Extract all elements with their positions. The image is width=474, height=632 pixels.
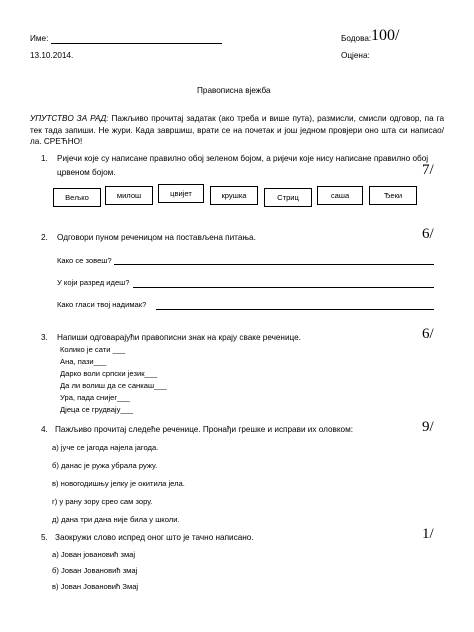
task1-text-line2: црвеном бојом.: [57, 168, 116, 177]
task1-text-line1: Ријечи које су написане правилно обој зеленом бојом, а ријечи које нису написане правилно обој: [57, 154, 429, 163]
task4-sentence-v[interactable]: в) новогодишњу јелку је окитила јела.: [52, 479, 185, 488]
word-box-2[interactable]: милош: [105, 186, 153, 205]
word-box-4[interactable]: крушка: [210, 186, 258, 205]
task2-number: 2.: [41, 233, 48, 242]
instructions-text: Пажљиво прочитај задатак (ако треба и више пута), размисли, смисли одговор, па га тек тада запиши. Не жури. Када завршиш, врати се на почетак и још једном провјери оно шта си написао/ла. СРЕЋНО!: [30, 114, 445, 146]
task2-answer-line-3[interactable]: [156, 309, 434, 310]
task2-score: 6/: [422, 226, 434, 242]
word-box-3[interactable]: цвијет: [158, 184, 204, 203]
task2-text: Одговори пуном реченицом на постављена питања.: [57, 233, 256, 242]
task5-text: Заокружи слово испред оног што је тачно написано.: [55, 533, 254, 542]
task2-question-3: Како гласи твој надимак?: [57, 300, 147, 309]
word-box-5[interactable]: Стриц: [264, 188, 312, 207]
task3-sentence-3[interactable]: Дарко воли српски језик___: [60, 369, 158, 378]
task3-sentence-4[interactable]: Да ли волиш да се санкаш___: [60, 381, 167, 390]
task2-answer-line-1[interactable]: [114, 264, 434, 265]
task4-number: 4.: [41, 425, 48, 434]
task1-number: 1.: [41, 154, 48, 163]
task3-number: 3.: [41, 333, 48, 342]
page-title: Правописна вјежба: [197, 86, 271, 95]
word-box-1[interactable]: Вељко: [53, 188, 101, 207]
task3-sentence-6[interactable]: Дјеца се грудвају___: [60, 405, 134, 414]
instructions-lead: УПУТСТВО ЗА РАД:: [30, 114, 109, 123]
task4-sentence-d[interactable]: д) дана три дана није била у школи.: [52, 515, 180, 524]
task5-option-v[interactable]: в) Јован Јовановић Змај: [52, 582, 139, 591]
task4-score: 9/: [422, 419, 434, 435]
task3-sentence-5[interactable]: Ура, пада снијег___: [60, 393, 130, 402]
task2-answer-line-2[interactable]: [133, 287, 434, 288]
word-box-6[interactable]: саша: [317, 186, 363, 205]
grade-label: Оцјена:: [341, 51, 370, 60]
task3-text: Напиши одговарајући правописни знак на крају сваке реченице.: [57, 333, 301, 342]
task5-score: 1/: [422, 526, 434, 542]
task4-sentence-b[interactable]: б) данас је ружа убрала ружу.: [52, 461, 158, 470]
points-total: 100/: [371, 27, 400, 44]
name-answer-line[interactable]: [51, 43, 222, 44]
points-label: Бодова:: [341, 34, 372, 43]
task3-score: 6/: [422, 326, 434, 342]
task4-sentence-g[interactable]: г) у рану зору среo сам зору.: [52, 497, 153, 506]
task4-sentence-a[interactable]: а) јуче се јагода најела јагода.: [52, 443, 159, 452]
task5-option-a[interactable]: а) Јован јовановић змај: [52, 550, 136, 559]
instructions: [30, 113, 444, 148]
task5-option-b[interactable]: б) Јован Јовановић змај: [52, 566, 138, 575]
task1-score: 7/: [422, 162, 434, 178]
task3-sentence-1[interactable]: Колико је сати ___: [60, 345, 126, 354]
date-text: 13.10.2014.: [30, 51, 74, 60]
task4-text: Пажљиво прочитај следеће реченице. Пронађи грешке и исправи их оловком:: [55, 425, 354, 434]
task2-question-2: У који разред идеш?: [57, 278, 130, 287]
task2-question-1: Како се зовеш?: [57, 256, 112, 265]
name-label: Име:: [30, 34, 49, 43]
task3-sentence-2[interactable]: Ана, пази___: [60, 357, 107, 366]
task5-number: 5.: [41, 533, 48, 542]
word-box-7[interactable]: Ђеки: [369, 186, 417, 205]
